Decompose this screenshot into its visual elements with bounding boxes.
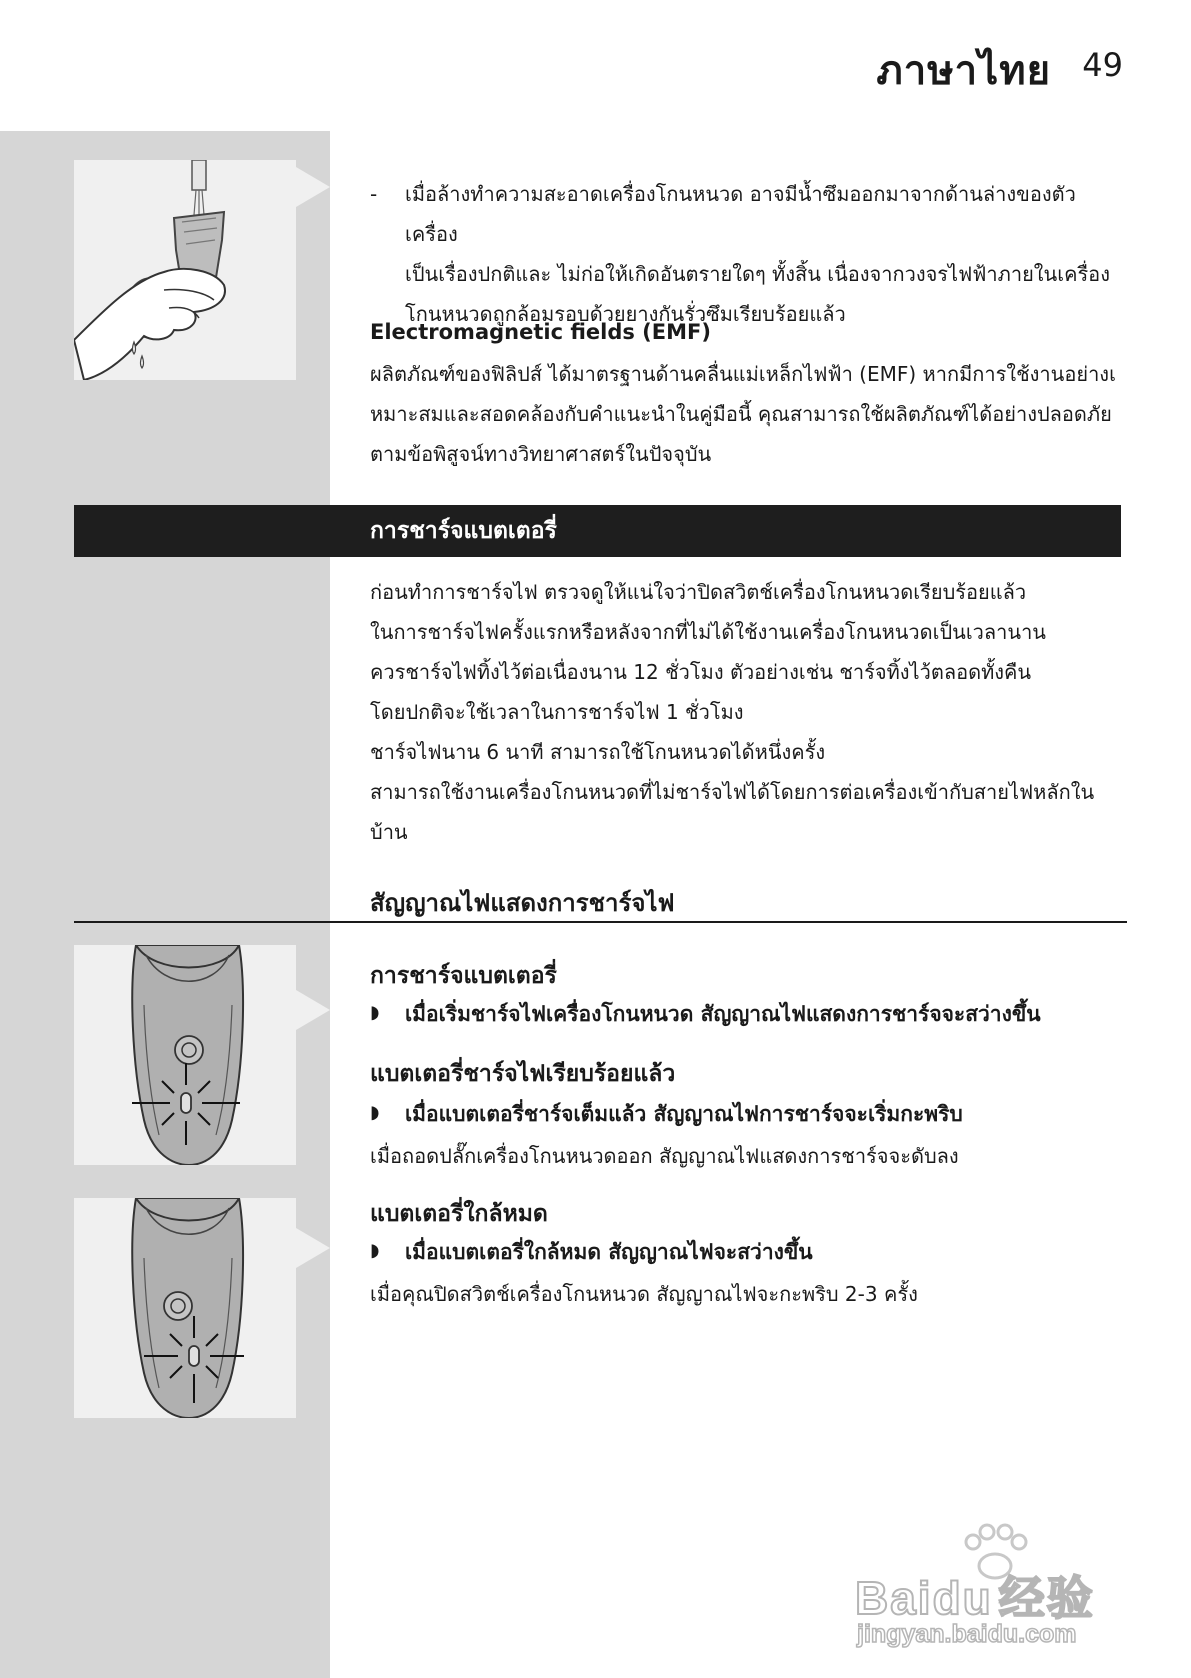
charging-line: ชาร์จไฟนาน 6 นาที สามารถใช้โกนหนวดได้หนึ่งครั้ง bbox=[370, 740, 826, 764]
charging-line: ก่อนทำการชาร์จไฟ ตรวจดูให้แน่ใจว่าปิดสวิตช์เครื่องโกนหนวดเรียบร้อยแล้ว bbox=[370, 580, 1027, 604]
section-rule bbox=[74, 921, 1127, 923]
page-number: 49 bbox=[1082, 46, 1123, 84]
figure-pointer bbox=[296, 1228, 330, 1268]
bullet-triangle: ◗ bbox=[370, 1240, 380, 1261]
intro-line: โกนหนวดถูกล้อมรอบด้วยยางกันรั่วซึมเรียบร้อยแล้ว bbox=[405, 302, 846, 326]
shaver-low-battery-image bbox=[74, 1198, 296, 1418]
emf-heading: Electromagnetic fields (EMF) bbox=[370, 320, 711, 344]
watermark-suffix: 经验 bbox=[998, 1572, 1095, 1624]
rinse-illustration bbox=[74, 160, 296, 380]
item-heading: แบตเตอรี่ใกล้หมด bbox=[370, 1201, 548, 1227]
item-bullet: เมื่อแบตเตอรี่ชาร์จเต็มแล้ว สัญญาณไฟการชาร์จจะเริ่มกะพริบ bbox=[405, 1102, 963, 1126]
bullet-triangle: ◗ bbox=[370, 1102, 380, 1123]
charging-line: บ้าน bbox=[370, 820, 408, 844]
watermark-brand: Baidu bbox=[855, 1572, 993, 1624]
dash-marker: - bbox=[370, 182, 378, 206]
item-heading: แบตเตอรี่ชาร์จไฟเรียบร้อยแล้ว bbox=[370, 1061, 676, 1087]
section-band bbox=[74, 505, 1121, 557]
intro-bullet-text bbox=[405, 174, 1125, 334]
item-note: เมื่อถอดปลั๊กเครื่องโกนหนวดออก สัญญาณไฟแสดงการชาร์จจะดับลง bbox=[370, 1144, 959, 1168]
low-battery-illustration bbox=[74, 1198, 296, 1418]
figure-pointer bbox=[296, 167, 330, 207]
item-note: เมื่อคุณปิดสวิตช์เครื่องโกนหนวด สัญญาณไฟจะกะพริบ 2-3 ครั้ง bbox=[370, 1282, 918, 1306]
rinse-illustration-image bbox=[74, 160, 296, 380]
emf-line: หมาะสมและสอดคล้องกับคำแนะนำในคู่มือนี้ คุณสามารถใช้ผลิตภัณฑ์ได้อย่างปลอดภัย bbox=[370, 402, 1112, 426]
emf-line: ตามข้อพิสูจน์ทางวิทยาศาสตร์ในปัจจุบัน bbox=[370, 442, 712, 466]
emf-paragraph bbox=[370, 354, 1130, 474]
intro-line: เมื่อล้างทำความสะอาดเครื่องโกนหนวด อาจมีน้ำซึมออกมาจากด้านล่างของตัวเครื่อง bbox=[405, 182, 1076, 246]
charging-paragraph bbox=[370, 572, 1130, 852]
item-bullet: เมื่อเริ่มชาร์จไฟเครื่องโกนหนวด สัญญาณไฟแสดงการชาร์จจะสว่างขึ้น bbox=[405, 1002, 1041, 1026]
charging-line: สามารถใช้งานเครื่องโกนหนวดที่ไม่ชาร์จไฟได้โดยการต่อเครื่องเข้ากับสายไฟหลักใน bbox=[370, 780, 1095, 804]
figure-pointer bbox=[296, 990, 330, 1030]
item-heading: การชาร์จแบตเตอรี่ bbox=[370, 963, 557, 989]
shaver-blink-image bbox=[74, 945, 296, 1165]
charging-line: ในการชาร์จไฟครั้งแรกหรือหลังจากที่ไม่ได้ใช้งานเครื่องโกนหนวดเป็นเวลานาน bbox=[370, 620, 1046, 644]
charging-section-title: การชาร์จแบตเตอรี่ bbox=[370, 518, 557, 544]
indicator-section-title: สัญญาณไฟแสดงการชาร์จไฟ bbox=[370, 889, 675, 917]
charging-line: โดยปกติจะใช้เวลาในการชาร์จไฟ 1 ชั่วโมง bbox=[370, 700, 744, 724]
item-bullet: เมื่อแบตเตอรี่ใกล้หมด สัญญาณไฟจะสว่างขึ้น bbox=[405, 1240, 813, 1264]
emf-line: ผลิตภัณฑ์ของฟิลิปส์ ได้มาตรฐานด้านคลื่นแม่เหล็กไฟฟ้า (EMF) หากมีการใช้งานอย่างเ bbox=[370, 362, 1116, 386]
intro-line: เป็นเรื่องปกติและ ไม่ก่อให้เกิดอันตรายใดๆ ทั้งสิ้น เนื่องจากวงจรไฟฟ้าภายในเครื่อง bbox=[405, 262, 1110, 286]
watermark-url: jingyan.baidu.com bbox=[857, 1620, 1077, 1648]
page-title: ภาษาไทย bbox=[876, 48, 1051, 94]
charging-line: ควรชาร์จไฟทิ้งไว้ต่อเนื่องนาน 12 ชั่วโมง ตัวอย่างเช่น ชาร์จทิ้งไว้ตลอดทั้งคืน bbox=[370, 660, 1032, 684]
charging-light-illustration bbox=[74, 945, 296, 1165]
bullet-triangle: ◗ bbox=[370, 1002, 380, 1023]
baidu-watermark bbox=[855, 1520, 1135, 1660]
